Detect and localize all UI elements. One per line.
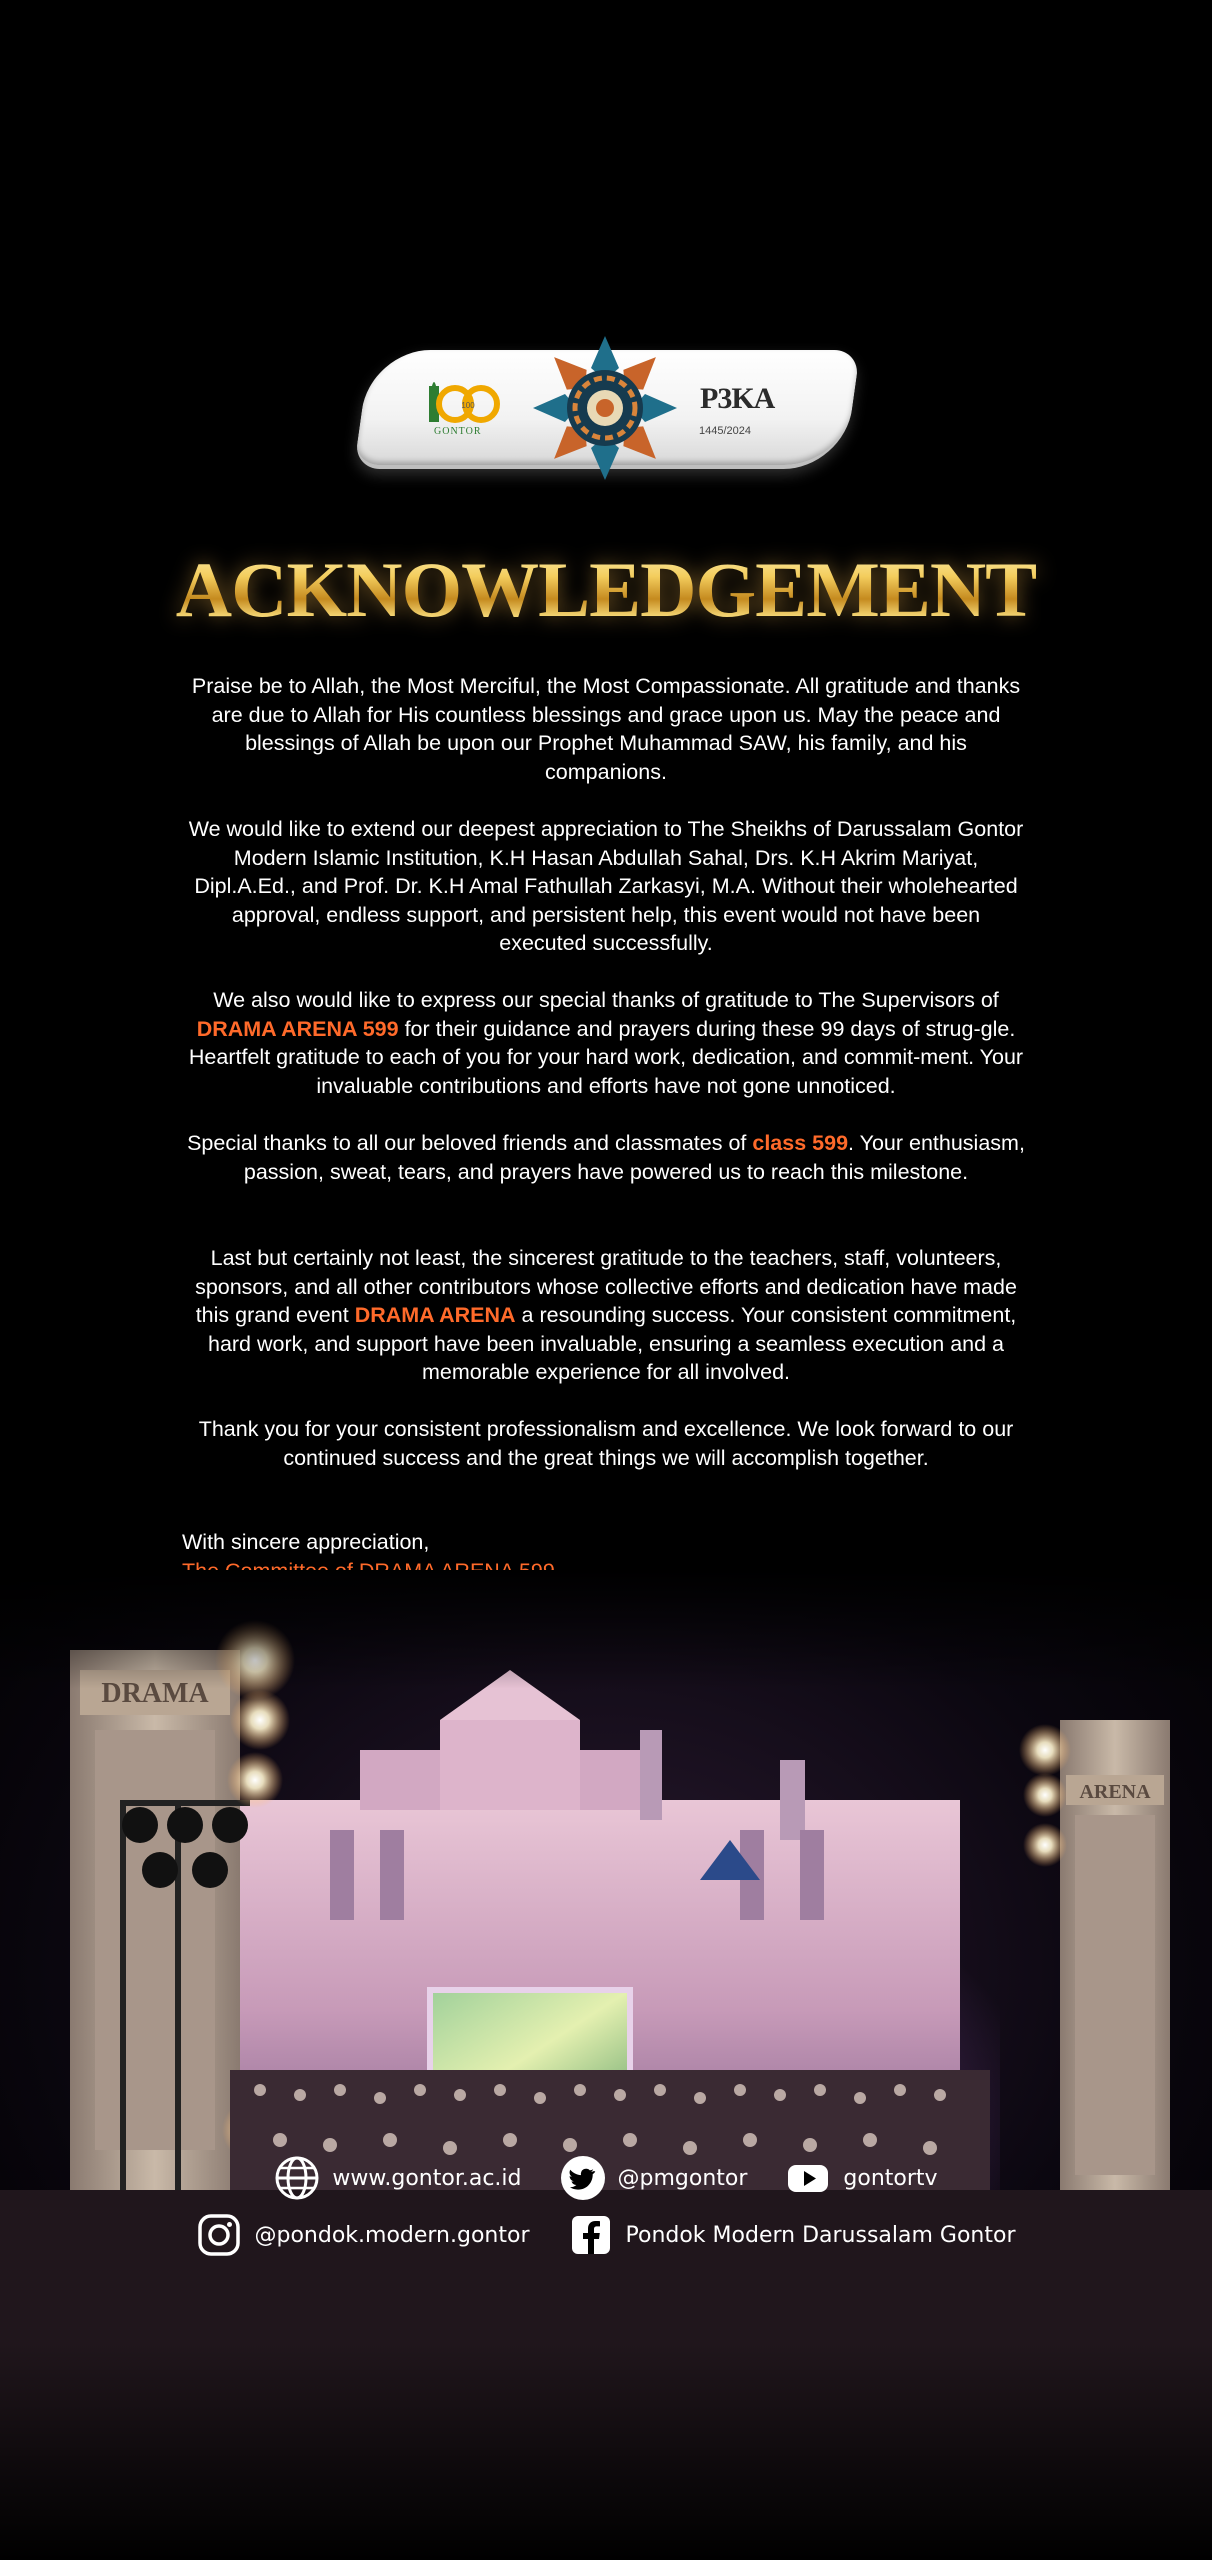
instagram-icon bbox=[196, 2212, 242, 2258]
instagram-link[interactable] bbox=[196, 2212, 529, 2258]
paragraph-contributors-text-b: a resounding success. Your consistent commitment, hard work, and support have been invaluable, ensuring a seamless execution and a memorable experience for all involved. bbox=[207, 1303, 1017, 1384]
p3ka-logo-year: 1445/2024 bbox=[699, 425, 751, 437]
highlight-drama-arena: DRAMA ARENA bbox=[354, 1303, 516, 1327]
paragraph-supervisors-text-a: We also would like to express our special thanks of gratitude to The Supervisors of bbox=[213, 988, 999, 1012]
paragraph-sheikhs: We would like to extend our deepest appreciation to The Sheikhs of Darussalam Gontor Modern Islamic Institution, K.H Hasan Abdullah Sahal, Drs. K.H Akrim Mariyat, Dipl.A.Ed., and Prof. Dr. K.H Amal Fathullah Zarkasyi, M.A. Without their wholehearted approval, endless support, and persistent help, this event would not have been executed successfully. bbox=[188, 817, 1024, 955]
twitter-link[interactable] bbox=[560, 2155, 748, 2201]
signoff-line: With sincere appreciation, bbox=[182, 1530, 430, 1554]
social-row-2 bbox=[0, 2212, 1212, 2258]
social-row-1 bbox=[0, 2155, 1212, 2201]
website-link[interactable] bbox=[274, 2155, 521, 2201]
paragraph-praise: Praise be to Allah, the Most Merciful, the Most Compassionate. All gratitude and thanks are due to Allah for His countless blessings and grace upon us. May the peace and blessings of Allah be upon our Prophet Muhammad SAW, his family, and his companions. bbox=[191, 674, 1021, 784]
facebook-link[interactable] bbox=[568, 2212, 1016, 2258]
paragraph-closing: Thank you for your consistent professionalism and excellence. We look forward to our continued success and the great things we will accomplish together. bbox=[198, 1417, 1014, 1470]
paragraph-supervisors-text-b: for their guidance and prayers during these 99 days of strug-gle. Heartfelt gratitude to each of you for your hard work, dedication, and commit-ment. Your invaluable contributions and efforts have not gone unnoticed. bbox=[188, 1016, 1024, 1098]
highlight-class-599: class 599 bbox=[752, 1131, 849, 1155]
twitter-icon bbox=[560, 2155, 606, 2201]
paragraph-contributors-text-a: Last but certainly not least, the sincerest gratitude to the teachers, staff, volunteers, sponsors, and all other contributors whose collective efforts and dedication have made this grand event bbox=[195, 1246, 1017, 1327]
paragraph-classmates-text-a: Special thanks to all our beloved friends and classmates of bbox=[187, 1131, 747, 1155]
facebook-text: Pondok Modern Darussalam Gontor bbox=[625, 2222, 1016, 2248]
website-text: www.gontor.ac.id bbox=[332, 2165, 522, 2191]
stage-photo bbox=[0, 1570, 1212, 2560]
p3ka-logo-text: P3KA bbox=[700, 382, 775, 415]
instagram-text: @pondok.modern.gontor bbox=[254, 2222, 530, 2248]
svg-text:100: 100 bbox=[461, 401, 475, 410]
youtube-text: gontortv bbox=[843, 2165, 938, 2191]
youtube-icon bbox=[785, 2155, 831, 2201]
gontor-caption: GONTOR bbox=[434, 426, 482, 437]
paragraph-classmates bbox=[186, 1129, 1026, 1186]
twitter-text: @pmgontor bbox=[617, 2165, 748, 2191]
facebook-icon bbox=[568, 2212, 614, 2258]
page-title: ACKNOWLEDGEMENT bbox=[0, 545, 1212, 635]
youtube-link[interactable] bbox=[785, 2155, 937, 2201]
paragraph-classmates-text-b: . Your enthusiasm, passion, sweat, tears, and prayers have powered us to reach this milestone. bbox=[243, 1131, 1025, 1184]
paragraph-supervisors bbox=[186, 986, 1026, 1100]
paragraph-contributors bbox=[186, 1244, 1026, 1387]
globe-icon bbox=[274, 2155, 320, 2201]
highlight-drama-arena-599: DRAMA ARENA 599 bbox=[196, 1016, 399, 1041]
center-ornament-logo bbox=[525, 328, 685, 488]
